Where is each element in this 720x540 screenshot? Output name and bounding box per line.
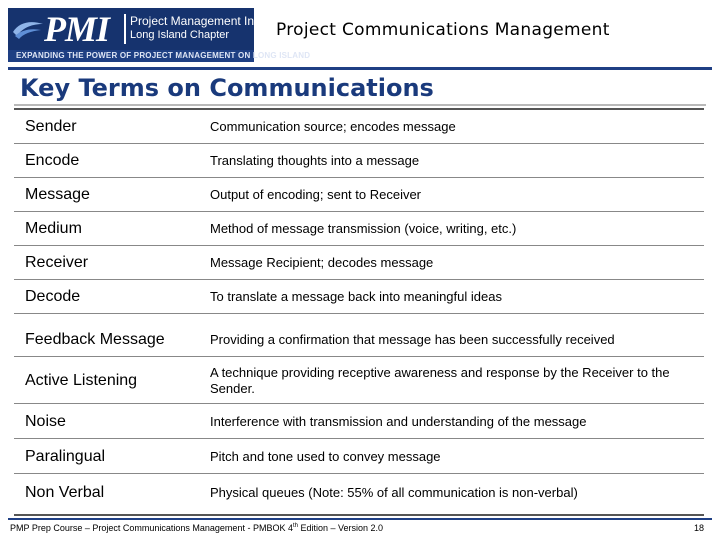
term-cell: Non Verbal xyxy=(25,484,105,501)
logo-tagline: EXPANDING THE POWER OF PROJECT MANAGEMENT ON LONG ISLAND xyxy=(16,51,311,60)
definition-cell: To translate a message back into meaningful ideas xyxy=(210,289,502,304)
logo-divider xyxy=(124,14,126,44)
title-underline xyxy=(14,104,706,106)
definition-cell: Translating thoughts into a message xyxy=(210,153,420,168)
footer-edition: Edition – Version 2.0 xyxy=(297,523,384,533)
term-cell: Message xyxy=(25,186,90,203)
logo-tagline-bar xyxy=(8,50,311,62)
logo-mark: PMI xyxy=(44,9,110,49)
header-divider xyxy=(8,67,712,70)
table-row xyxy=(14,314,704,357)
logo-org-name: Project Management Institute xyxy=(130,14,287,28)
footer-course-title: PMP Prep Course – Project Communications Management - PMBOK 4 xyxy=(10,523,293,533)
table-row xyxy=(14,110,704,144)
table-row xyxy=(14,357,704,404)
footer-superscript: th xyxy=(292,523,298,529)
term-cell: Noise xyxy=(25,413,66,430)
page-title: Key Terms on Communications xyxy=(20,74,434,102)
table-row xyxy=(14,439,704,474)
definition-cell: Output of encoding; sent to Receiver xyxy=(210,187,422,202)
term-cell: Paralingual xyxy=(25,448,106,465)
header-title: Project Communications Management xyxy=(276,20,610,40)
table-row xyxy=(14,144,704,178)
term-cell: Receiver xyxy=(25,254,89,271)
term-cell: Encode xyxy=(25,152,80,169)
term-cell: Decode xyxy=(25,288,81,305)
term-cell: Sender xyxy=(25,118,77,135)
term-cell: Medium xyxy=(25,220,82,237)
terms-table xyxy=(14,108,704,516)
definition-cell: Pitch and tone used to convey message xyxy=(210,449,441,464)
table-row xyxy=(14,212,704,246)
definition-cell: Interference with transmission and understanding of the message xyxy=(210,414,587,429)
pmi-chapter-logo xyxy=(8,8,311,62)
definition-cell: Message Recipient; decodes message xyxy=(210,255,434,270)
definition-cell: Communication source; encodes message xyxy=(210,119,456,134)
swoosh-icon xyxy=(11,14,45,42)
page-number: 18 xyxy=(693,523,704,533)
footer-course-info xyxy=(10,523,383,533)
definition-cell: Physical queues (Note: 55% of all communication is non-verbal) xyxy=(210,485,578,500)
table-row xyxy=(14,474,704,510)
table-row xyxy=(14,246,704,280)
logo-chapter-name: Long Island Chapter xyxy=(130,29,230,41)
table-row xyxy=(14,280,704,314)
definition-cell: Method of message transmission (voice, writing, etc.) xyxy=(210,221,517,236)
term-cell: Active Listening xyxy=(25,372,138,389)
definition-cell: Providing a confirmation that message has been successfully received xyxy=(210,332,615,347)
term-cell: Feedback Message xyxy=(25,331,165,348)
table-row xyxy=(14,404,704,439)
table-row xyxy=(14,178,704,212)
footer-divider xyxy=(8,518,712,520)
definition-cell: A technique providing receptive awareness and response by the Receiver to the Sender. xyxy=(210,365,670,396)
